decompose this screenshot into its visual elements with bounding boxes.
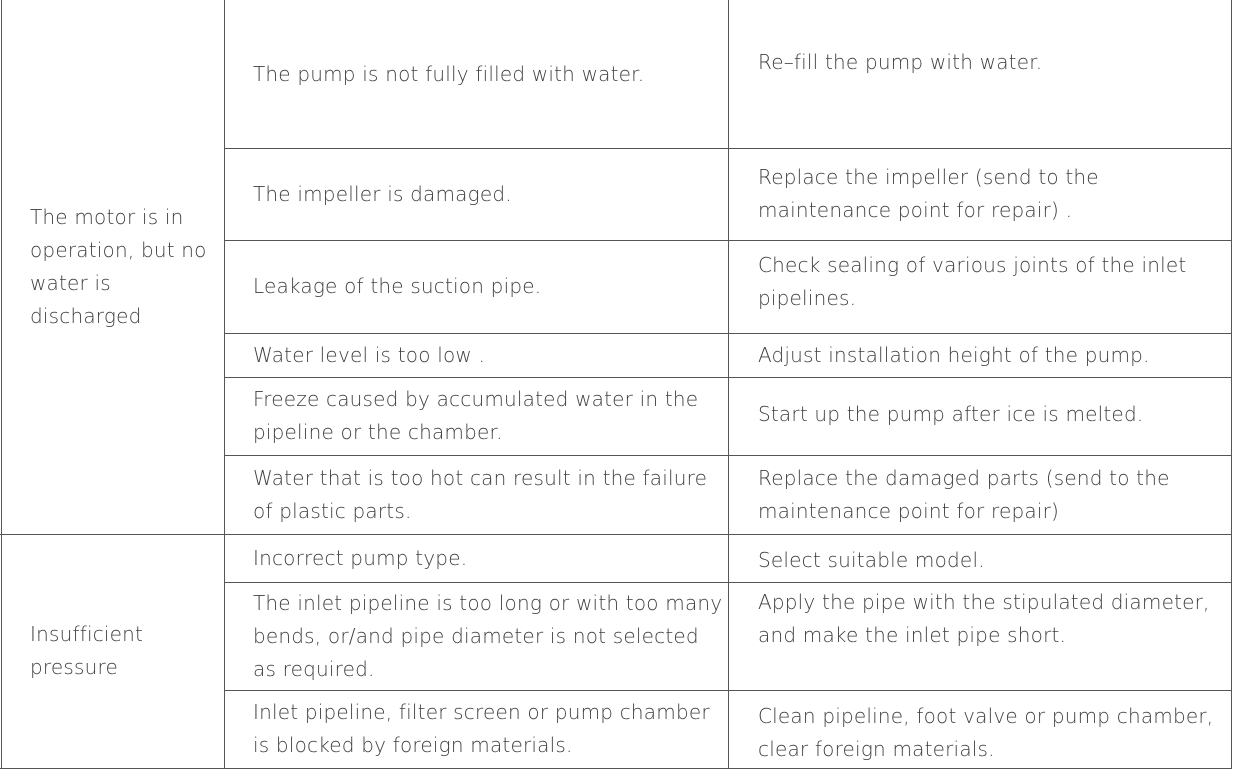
column-divider-1	[224, 0, 225, 769]
cause-cell	[253, 148, 723, 240]
solution-cell	[758, 333, 1223, 377]
cause-text: Water level is too low .	[253, 342, 486, 367]
solution-text: Adjust installation height of the pump.	[758, 342, 1150, 367]
cause-cell	[253, 582, 723, 690]
solution-text: Apply the pipe with the stipulated diameter, and make the inlet pipe short.	[758, 590, 1210, 647]
solution-cell	[758, 582, 1228, 656]
solution-cell	[758, 534, 1223, 586]
cause-text: The inlet pipeline is too long or with too many bends, or/and pipe diameter is not selected as required.	[253, 590, 723, 681]
solution-cell	[758, 0, 1223, 124]
solution-cell	[758, 148, 1223, 240]
solution-text: Check sealing of various joints of the inlet pipelines.	[758, 252, 1187, 310]
cause-text: Leakage of the suction pipe.	[253, 274, 542, 298]
cause-text: Incorrect pump type.	[253, 545, 468, 570]
cause-cell	[253, 455, 723, 534]
symptom-cell	[30, 0, 220, 534]
symptom-cell	[30, 534, 220, 768]
solution-text: Select suitable model.	[758, 547, 985, 572]
solution-text: Replace the damaged parts (send to the maintenance point for repair)	[758, 465, 1170, 523]
solution-text: Clean pipeline, foot valve or pump chamber, clear foreign materials.	[758, 704, 1214, 761]
cause-text: The impeller is damaged.	[253, 181, 512, 206]
table-border-right	[1231, 0, 1232, 769]
column-divider-2	[728, 0, 729, 769]
cause-cell	[253, 377, 723, 455]
cause-cell	[253, 690, 723, 768]
cause-cell	[253, 0, 723, 148]
cause-text: Freeze caused by accumulated water in the pipeline or the chamber.	[253, 387, 699, 444]
solution-text: Replace the impeller (send to the maintenance point for repair) .	[758, 165, 1099, 222]
solution-cell	[758, 690, 1228, 776]
cause-text: The pump is not fully filled with water.	[253, 61, 645, 86]
cause-cell	[253, 534, 723, 582]
solution-cell	[758, 377, 1223, 451]
table-border-left	[1, 0, 2, 769]
cause-cell	[253, 240, 723, 333]
symptom-text: The motor is in operation, but no water is discharged	[30, 205, 207, 328]
cause-text: Water that is too hot can result in the failure of plastic parts.	[253, 465, 708, 523]
cause-text: Inlet pipeline, filter screen or pump chamber is blocked by foreign materials.	[253, 700, 710, 757]
cause-cell	[253, 333, 723, 377]
solution-cell	[758, 240, 1223, 323]
solution-cell	[758, 455, 1223, 534]
symptom-text: Insufficient pressure	[30, 622, 144, 679]
solution-text: Start up the pump after ice is melted.	[758, 401, 1144, 426]
solution-text: Re–fill the pump with water.	[758, 49, 1043, 74]
